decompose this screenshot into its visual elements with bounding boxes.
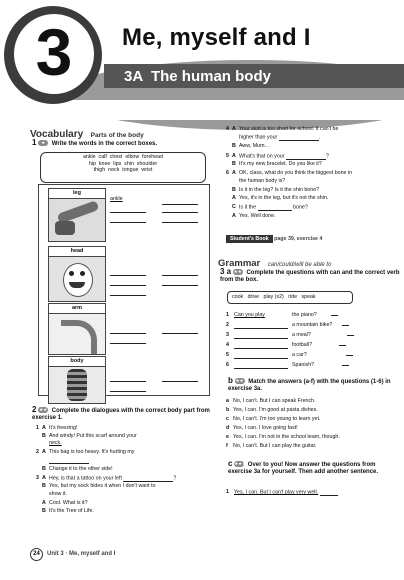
- answer-line[interactable]: [162, 327, 198, 334]
- answer-line[interactable]: [234, 322, 288, 329]
- label-head: head: [48, 246, 106, 257]
- dialogue-line: B Yes, but my sock hides it when I don't want to: [42, 483, 156, 489]
- answer-box[interactable]: [347, 330, 354, 336]
- answer-line[interactable]: [110, 216, 146, 223]
- ex1-number: 1: [32, 138, 37, 147]
- answer-line[interactable]: [286, 153, 326, 160]
- answer-line[interactable]: [49, 457, 89, 464]
- answer-line[interactable]: [234, 362, 288, 369]
- ex2-number: 2: [32, 405, 37, 414]
- ex3c-example: 1 Yes, I can. But I can't play very well.: [226, 489, 338, 496]
- body-image: [48, 366, 106, 404]
- answer-line[interactable]: [234, 332, 288, 339]
- answer-line[interactable]: [110, 206, 146, 213]
- example-answer-neck: neck.: [49, 440, 62, 446]
- star-icon: ★: [38, 140, 48, 146]
- dialogue-line: A Cool. What is it?: [42, 500, 88, 506]
- answer-line[interactable]: [234, 342, 288, 349]
- dialogue-line: B It's the Tree of Life.: [42, 508, 94, 514]
- label-body: body: [48, 356, 106, 367]
- answer-line[interactable]: [110, 337, 146, 344]
- label-leg: leg: [48, 188, 106, 199]
- grammar-subheading: can/could/will be able to: [267, 262, 332, 268]
- verb-box: cook drive play (x2) ride speak: [227, 291, 353, 304]
- dialogue-line: 3 A Hey, is that a tattoo on your left ?: [36, 475, 177, 482]
- answer-line[interactable]: [320, 489, 338, 496]
- answer-line[interactable]: [123, 475, 173, 482]
- students-book-label: Student's Book: [226, 235, 273, 243]
- header-white-cover: [60, 100, 404, 120]
- star-icon: ★★★: [234, 461, 247, 467]
- star-icon: ★★: [39, 407, 48, 413]
- answer-lines-body: [110, 364, 206, 394]
- dialogue-line: [36, 440, 62, 447]
- grammar-heading: Grammar: [218, 258, 261, 269]
- word-box-line-1: ankle calf chest elbow forehead: [82, 154, 164, 160]
- vocab-subheading: Parts of the body: [90, 132, 144, 139]
- word-box-line-2: hip knee lips shin shoulder: [88, 160, 158, 167]
- answer-box[interactable]: [331, 310, 338, 316]
- vocab-heading: Vocabulary: [30, 129, 84, 140]
- label-arm: arm: [48, 303, 106, 314]
- answer-line[interactable]: [162, 198, 198, 205]
- arm-image: [48, 313, 106, 355]
- ex1-instruction: Write the words in the correct boxes.: [51, 141, 158, 147]
- example-answer-ankle: ankle: [110, 196, 123, 202]
- answer-line[interactable]: [234, 352, 288, 359]
- students-book-page: page 39, exercise 4: [274, 236, 323, 242]
- unit-number: 3: [35, 15, 73, 89]
- ex3c-instruction: c ★★★ Over to you! Now answer the questions from exercise 3a for yourself. Then add another sentence.: [228, 459, 379, 476]
- answer-line[interactable]: [162, 279, 198, 286]
- dialogue-line: B And windy! Put this scarf around your: [42, 433, 137, 439]
- example-answer-can-you-play: Can you play: [234, 312, 265, 318]
- footer-text: Unit 3 · Me, myself and I: [47, 551, 116, 557]
- page-number: 24: [33, 551, 40, 557]
- word-box-line-3: thigh neck tongue wrist: [93, 167, 153, 174]
- head-image: [48, 256, 106, 302]
- ex1-instruction-row: [32, 139, 157, 148]
- lesson-title: 3A The human body: [124, 68, 271, 85]
- answer-line[interactable]: [279, 134, 319, 141]
- answer-box[interactable]: [346, 350, 353, 356]
- ex3b-instruction: b ★★ Match the answers (a-f) with the questions (1-6) in exercise 3a.: [228, 376, 391, 393]
- answer-box[interactable]: [342, 320, 349, 326]
- answer-line[interactable]: [162, 206, 198, 213]
- answer-line[interactable]: [258, 204, 292, 211]
- star-icon: ★★: [233, 269, 242, 275]
- answer-box[interactable]: [339, 340, 346, 346]
- leg-image: [48, 198, 106, 242]
- ex2-instruction-row: [32, 406, 212, 422]
- dialogue-line: 2 A This bag is too heavy. It's hurting my: [36, 449, 135, 455]
- answer-box[interactable]: [342, 360, 349, 366]
- ex3a-instruction: 3 a ★★ Complete the questions with can and the correct verb from the box.: [220, 267, 400, 284]
- answer-line[interactable]: [162, 216, 198, 223]
- answer-line[interactable]: [110, 385, 146, 392]
- star-icon: ★★: [235, 378, 244, 384]
- answer-line[interactable]: [162, 375, 198, 382]
- answer-lines-head: [110, 258, 206, 298]
- dialogue-line: 1 A It's freezing!: [36, 425, 78, 431]
- example-answer-ex3c: Yes, I can. But I can't play very well.: [234, 489, 319, 496]
- word-box: [40, 152, 206, 183]
- dialogue-line: show it.: [49, 491, 67, 497]
- students-book-ref: [226, 236, 322, 243]
- answer-line[interactable]: [110, 289, 146, 296]
- ex2-instruction: Complete the dialogues with the correct body part from exercise 1.: [32, 408, 210, 422]
- dialogue-line: B Change it to the other side!: [42, 466, 113, 472]
- unit-title: Me, myself and I: [122, 24, 311, 51]
- answer-lines-arm: [110, 316, 206, 346]
